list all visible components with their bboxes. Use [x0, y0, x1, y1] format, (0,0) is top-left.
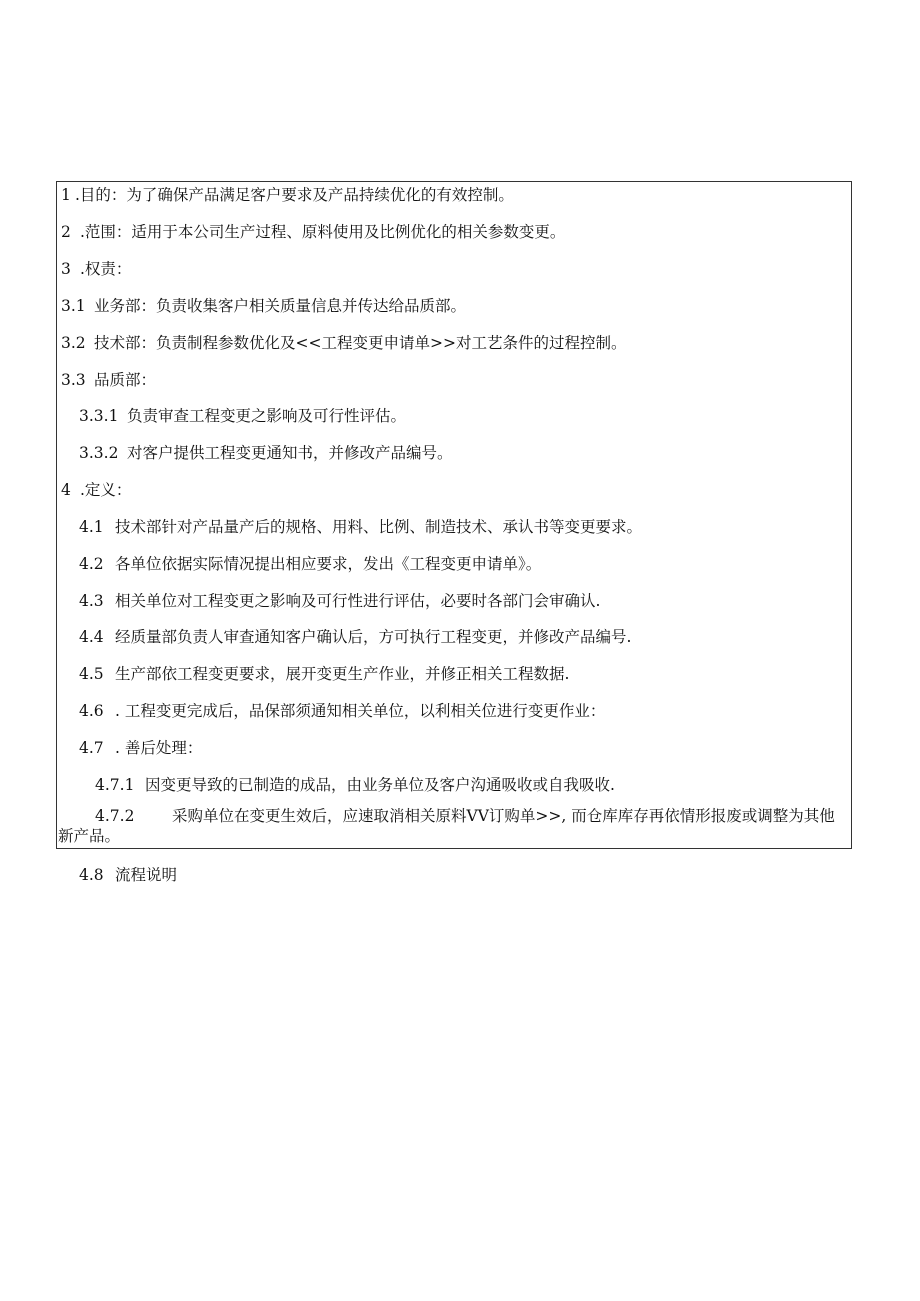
- section-definition: [61, 480, 131, 500]
- section-4-5: [79, 664, 569, 684]
- section-3-3: [61, 370, 156, 390]
- section-text: . 工程变更完成后，品保部须通知相关单位，以利相关位进行变更作业：: [115, 702, 606, 720]
- section-text: 技术部针对产品量产后的规格、用料、比例、制造技术、承认书等变更要求。: [115, 518, 643, 536]
- section-text: 各单位依据实际情况提出相应要求，发出《工程变更申请单》。: [115, 555, 542, 573]
- section-number: 4: [61, 481, 71, 499]
- section-text: .定义：: [80, 481, 132, 499]
- section-number: 4.7.2: [95, 807, 135, 825]
- section-text: . 善后处理：: [115, 739, 203, 757]
- section-number: 4.2: [79, 555, 104, 573]
- section-3-3-2: [79, 443, 453, 463]
- section-text: 采购单位在变更生效后，应速取消相关原料VV订购单>>, 而仓库库存再依情形报废或调整为其他新产品。: [58, 807, 835, 845]
- section-number: 3.3: [61, 371, 86, 389]
- section-number: 3: [61, 260, 71, 278]
- section-4-6: [79, 701, 605, 721]
- section-text: 流程说明: [115, 866, 178, 884]
- section-number: 4.1: [79, 518, 104, 536]
- section-text: 相关单位对工程变更之影响及可行性进行评估，必要时各部门会审确认.: [115, 592, 601, 610]
- section-number: 2: [61, 223, 71, 241]
- section-4-8: [79, 865, 177, 885]
- section-scope: [61, 222, 565, 242]
- section-number: 4.7: [79, 739, 104, 757]
- section-responsibility: [61, 259, 131, 279]
- section-4-1: [79, 517, 642, 537]
- section-text: 业务部：负责收集客户相关质量信息并传达给品质部。: [94, 297, 467, 315]
- section-3-3-1: [79, 406, 406, 426]
- section-4-4: [79, 627, 631, 647]
- section-4-7-1: [95, 775, 615, 795]
- section-text: .范围：适用于本公司生产过程、原料使用及比例优化的相关参数变更。: [80, 223, 566, 241]
- section-text: 生产部依工程变更要求，展开变更生产作业，并修正相关工程数据.: [115, 665, 570, 683]
- section-number: 4.4: [79, 628, 104, 646]
- section-number: 4.7.1: [95, 776, 135, 794]
- section-3-1: [61, 296, 466, 316]
- section-3-2: [61, 333, 626, 353]
- section-text: 因变更导致的已制造的成品，由业务单位及客户沟通吸收或自我吸收.: [145, 776, 615, 794]
- section-text: .权责：: [80, 260, 132, 278]
- section-text: 负责审查工程变更之影响及可行性评估。: [127, 407, 407, 425]
- section-number: 3.1: [61, 297, 86, 315]
- section-number: 4.6: [79, 702, 104, 720]
- section-number: 3.3.1: [79, 407, 119, 425]
- section-number: 1: [61, 186, 71, 204]
- section-text: 技术部：负责制程参数优化及<<工程变更申请单>>对工艺条件的过程控制。: [94, 334, 627, 352]
- section-4-7-2: [58, 806, 850, 846]
- section-text: .目的：为了确保产品满足客户要求及产品持续优化的有效控制。: [75, 186, 514, 204]
- section-number: 4.5: [79, 665, 104, 683]
- section-text: 经质量部负责人审查通知客户确认后，方可执行工程变更，并修改产品编号.: [115, 628, 632, 646]
- section-4-2: [79, 554, 541, 574]
- section-purpose: [61, 185, 514, 205]
- section-number: 4.8: [79, 866, 104, 884]
- section-text: 品质部：: [94, 371, 157, 389]
- section-4-3: [79, 591, 600, 611]
- section-text: 对客户提供工程变更通知书，并修改产品编号。: [127, 444, 453, 462]
- section-number: 3.3.2: [79, 444, 119, 462]
- section-number: 4.3: [79, 592, 104, 610]
- section-4-7: [79, 738, 202, 758]
- section-number: 3.2: [61, 334, 86, 352]
